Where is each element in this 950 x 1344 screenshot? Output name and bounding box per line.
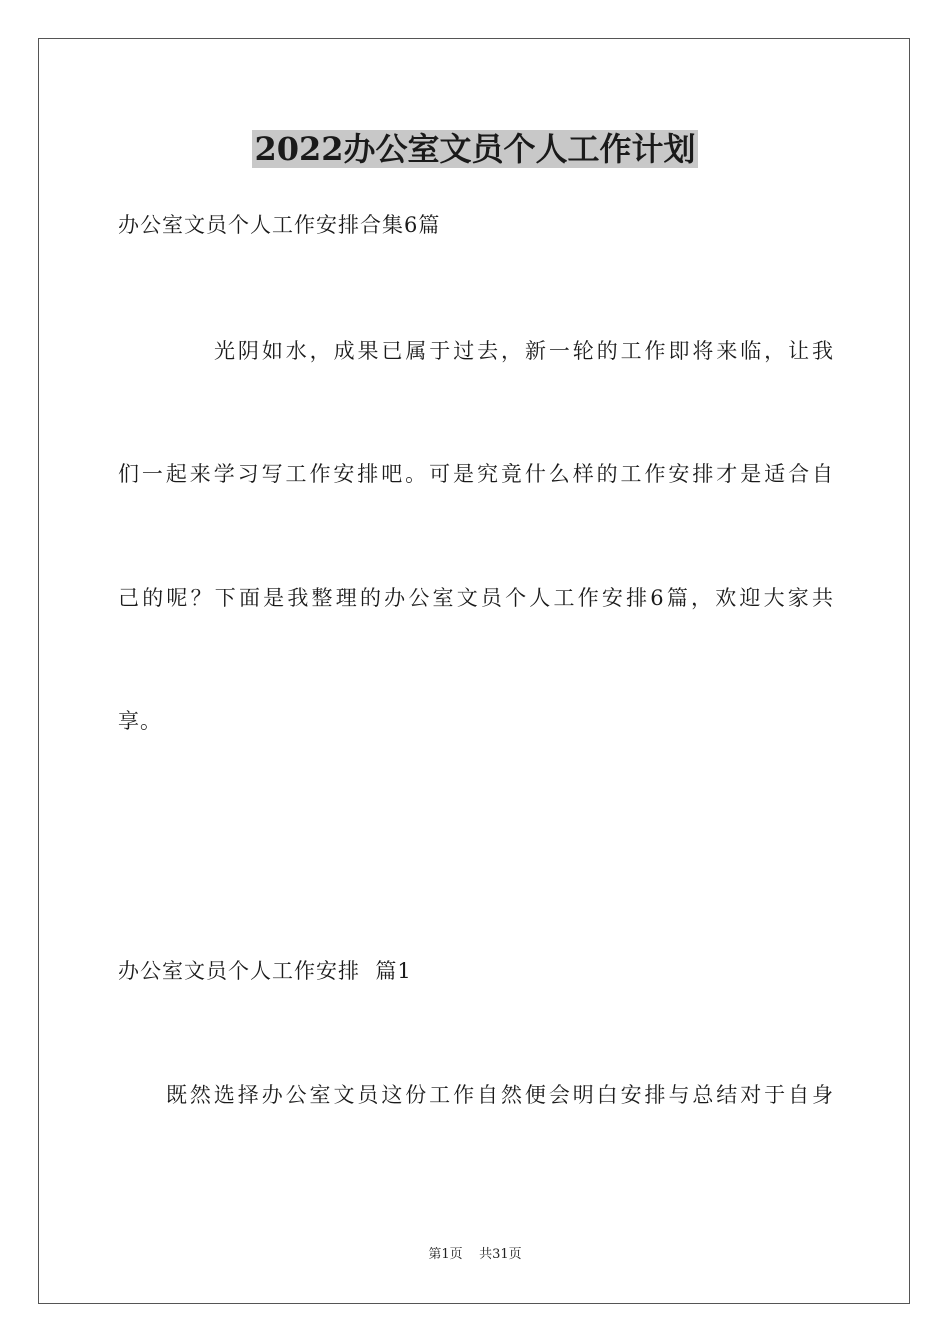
- intro-line-2: 们一起来学习写工作安排吧。可是究竟什么样的工作安排才是适合自: [118, 462, 834, 486]
- document-title-text: 2022办公室文员个人工作计划: [254, 130, 696, 168]
- page-footer: 第1页 共31页: [428, 1247, 522, 1262]
- document-title: [0, 128, 950, 170]
- section-heading: 办公室文员个人工作安排 篇1: [118, 959, 412, 983]
- intro-line-3: 己的呢？下面是我整理的办公室文员个人工作安排6篇，欢迎大家共: [118, 586, 834, 610]
- section-paragraph-line-1: 既然选择办公室文员这份工作自然便会明白安排与总结对于自身: [166, 1083, 834, 1107]
- intro-line-1: 光阴如水，成果已属于过去，新一轮的工作即将来临，让我: [214, 339, 834, 363]
- document-subtitle: 办公室文员个人工作安排合集6篇: [118, 213, 441, 237]
- intro-line-4: 享。: [118, 709, 162, 733]
